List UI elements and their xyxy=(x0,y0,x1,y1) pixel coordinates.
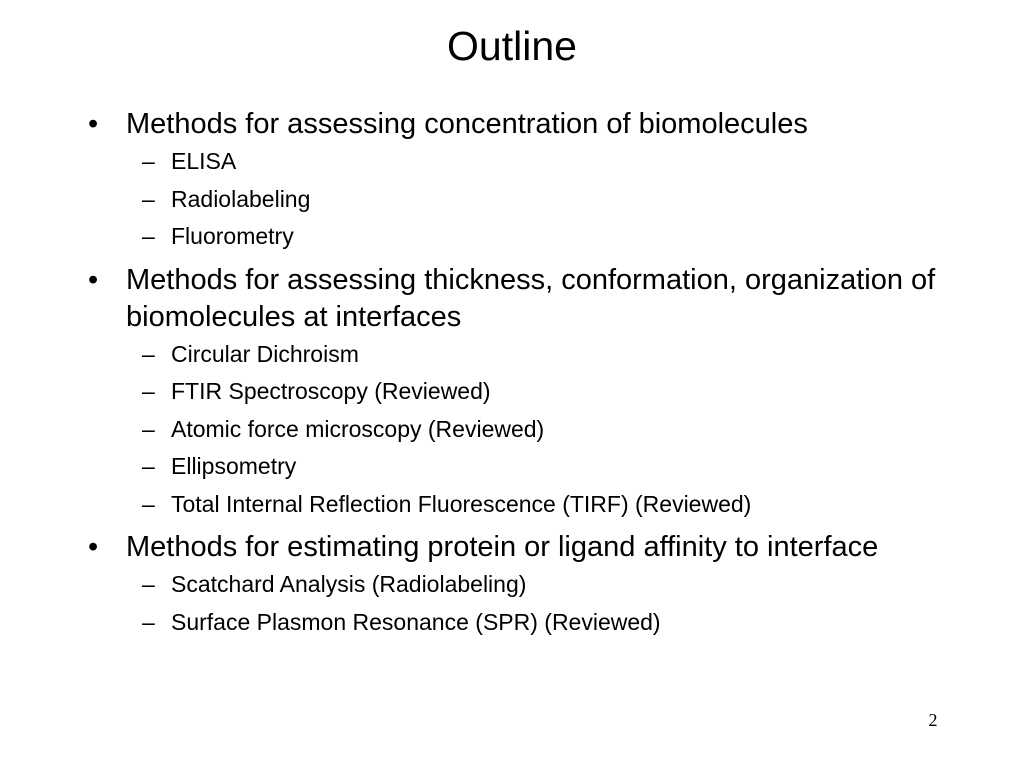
outline-subitem xyxy=(82,448,982,486)
outline-subitem-text: Surface Plasmon Resonance (SPR) (Reviewed) xyxy=(171,608,661,635)
dash-icon: – xyxy=(142,378,155,404)
dash-icon: – xyxy=(142,223,155,249)
dash-icon: – xyxy=(142,453,155,479)
outline-subitem xyxy=(82,604,982,642)
outline-subitem xyxy=(82,336,982,374)
outline-subitem xyxy=(82,218,982,256)
outline-subitem xyxy=(82,566,982,604)
outline-item-text: Methods for assessing thickness, conformation, organization of biomolecules at interfaces xyxy=(126,263,936,333)
outline-subitem-text: Fluorometry xyxy=(171,223,294,249)
dash-icon: – xyxy=(142,148,155,174)
bullet-icon: • xyxy=(88,531,99,563)
dash-icon: – xyxy=(142,415,155,442)
dash-icon: – xyxy=(142,490,155,517)
outline-item-text: Methods for assessing concentration of biomolecules xyxy=(126,108,808,140)
outline-subitem-text: FTIR Spectroscopy (Reviewed) xyxy=(171,378,491,404)
dash-icon: – xyxy=(142,185,155,212)
outline-list xyxy=(82,106,982,641)
bullet-icon: • xyxy=(88,263,99,296)
bullet-icon: • xyxy=(88,108,99,140)
outline-subitem-text: ELISA xyxy=(171,148,237,174)
outline-subitem xyxy=(82,411,982,449)
outline-subitem xyxy=(82,143,982,181)
outline-subitem-text: Circular Dichroism xyxy=(171,340,359,367)
outline-subitem-text: Atomic force microscopy (Reviewed) xyxy=(171,415,545,442)
outline-subitem-text: Radiolabeling xyxy=(171,185,311,212)
slide-title: Outline xyxy=(447,23,577,69)
outline-item xyxy=(82,106,982,143)
dash-icon: – xyxy=(142,571,155,597)
outline-subitem xyxy=(82,373,982,411)
dash-icon: – xyxy=(142,340,155,367)
page-number: 2 xyxy=(928,710,938,730)
outline-subitem xyxy=(82,181,982,219)
dash-icon: – xyxy=(142,608,155,635)
outline-subitem-text: Scatchard Analysis (Radiolabeling) xyxy=(171,571,527,597)
outline-subitem-text: Ellipsometry xyxy=(171,453,297,479)
outline-item-text: Methods for estimating protein or ligand affinity to interface xyxy=(126,531,879,563)
outline-item xyxy=(82,529,982,566)
outline-subitem-text: Total Internal Reflection Fluorescence (TIRF) (Reviewed) xyxy=(171,490,752,517)
outline-subitem xyxy=(82,486,982,524)
outline-item xyxy=(82,262,982,336)
